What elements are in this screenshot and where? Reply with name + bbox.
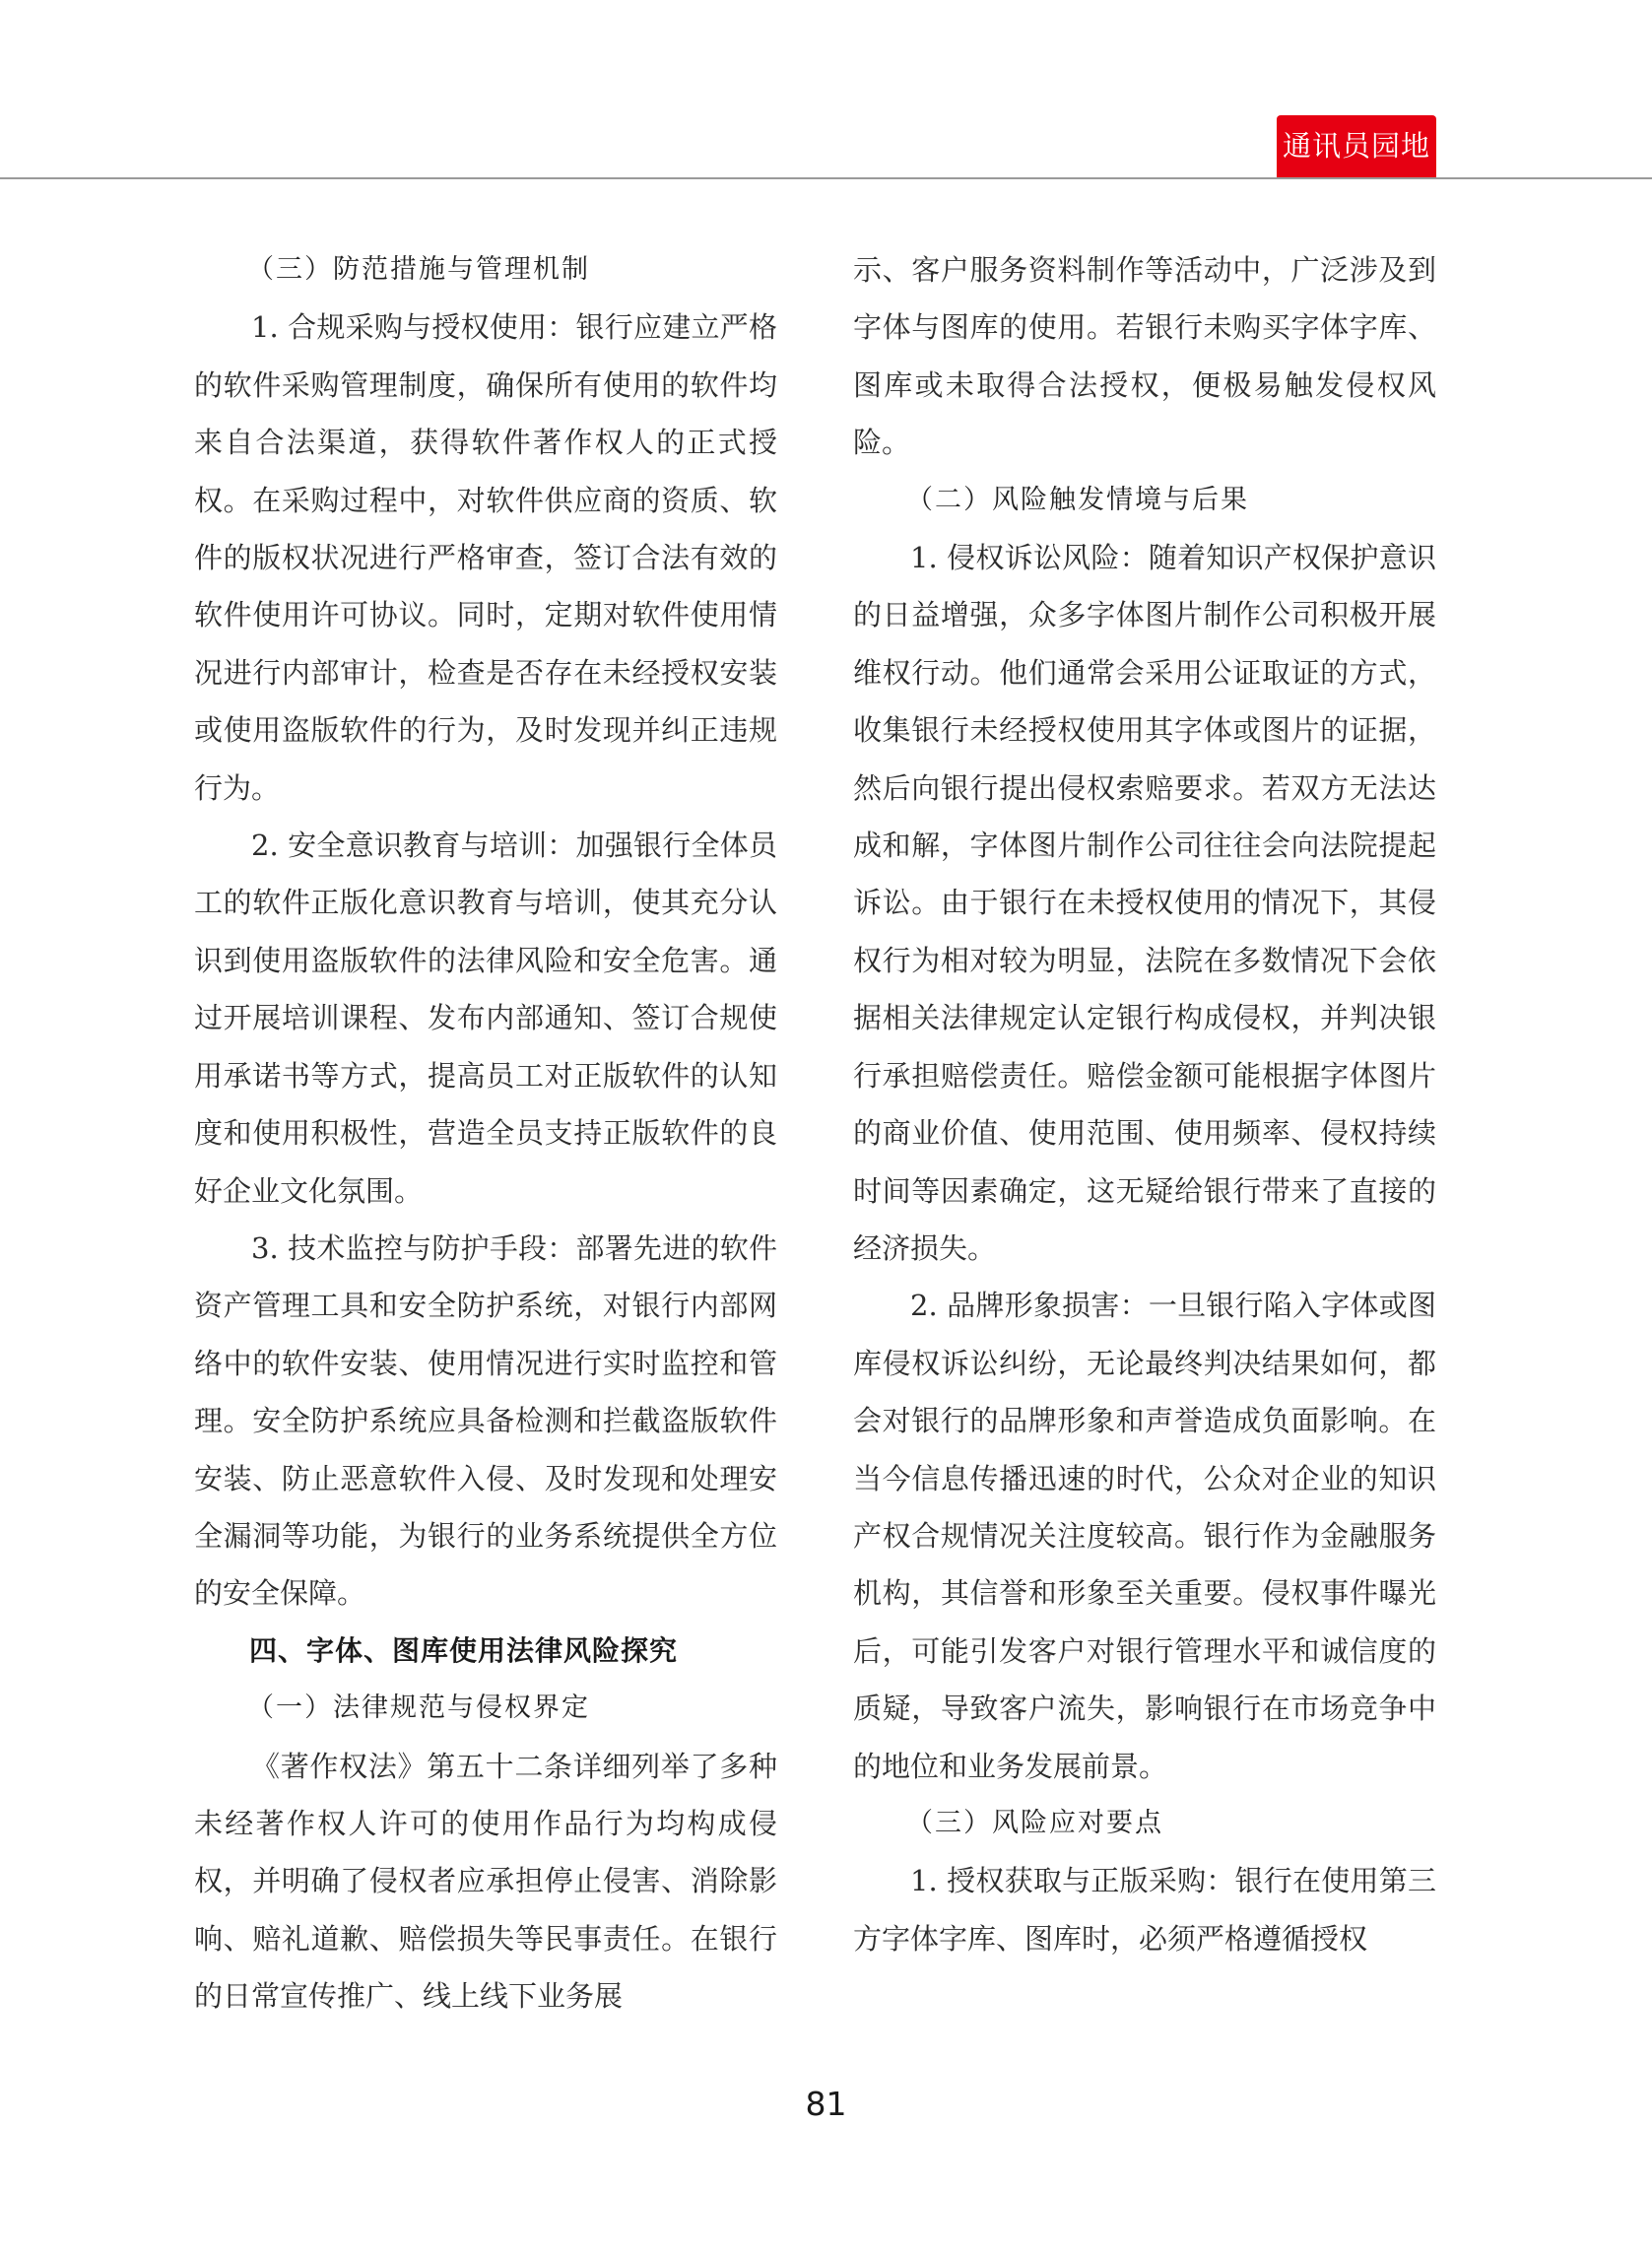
paragraph: 1. 授权获取与正版采购：银行在使用第三方字体字库、图库时，必须严格遵循授权 — [853, 1864, 1436, 1956]
right-text-column — [853, 241, 1436, 1967]
section-heading: 四、字体、图库使用法律风险探究 — [249, 1633, 679, 1667]
paragraph: 3. 技术监控与防护手段：部署先进的软件资产管理工具和安全防护系统，对银行内部网络中的软件安装、使用情况进行实时监控和管理。安全防护系统应具备检测和拦截盗版软件安装、防止恶意软件入侵、及时发现和处理安全漏洞等功能，为银行的业务系统提供全方位的安全保障。 — [194, 1230, 777, 1611]
subsection-heading: （二）风险触发情境与后果 — [906, 484, 1249, 515]
paragraph: 1. 合规采购与授权使用：银行应建立严格的软件采购管理制度，确保所有使用的软件均来自合法渠道，获得软件著作权人的正式授权。在采购过程中，对软件供应商的资质、软件的版权状况进行严格审查，签订合法有效的软件使用许可协议。同时，定期对软件使用情况进行内部审计，检查是否存在未经授权安装或使用盗版软件的行为，及时发现并纠正违规行为。 — [194, 310, 777, 805]
subsection-heading: （一）法律规范与侵权界定 — [247, 1693, 590, 1724]
paragraph-continued: 示、客户服务资料制作等活动中，广泛涉及到字体与图库的使用。若银行未购买字体字库、图库或未取得合法授权，便极易触发侵权风险。 — [853, 253, 1436, 460]
header-divider — [0, 177, 1652, 179]
subsection-heading: （三）防范措施与管理机制 — [247, 254, 590, 285]
section-tag: 通讯员园地 — [1277, 115, 1436, 177]
left-text-column — [194, 241, 777, 2025]
paragraph: 2. 安全意识教育与培训：加强银行全体员工的软件正版化意识教育与培训，使其充分认识到使用盗版软件的法律风险和安全危害。通过开展培训课程、发布内部通知、签订合规使用承诺书等方式，提高员工对正版软件的认知度和使用积极性，营造全员支持正版软件的良好企业文化氛围。 — [194, 829, 777, 1208]
subsection-heading: （三）风险应对要点 — [906, 1807, 1163, 1838]
paragraph: 2. 品牌形象损害：一旦银行陷入字体或图库侵权诉讼纠纷，无论最终判决结果如何，都会对银行的品牌形象和声誉造成负面影响。在当今信息传播迅速的时代，公众对企业的知识产权合规情况关注度较高。银行作为金融服务机构，其信誉和形象至关重要。侵权事件曝光后，可能引发客户对银行管理水平和诚信度的质疑，导致客户流失，影响银行在市场竞争中的地位和业务发展前景。 — [853, 1289, 1436, 1783]
paragraph: 1. 侵权诉讼风险：随着知识产权保护意识的日益增强，众多字体图片制作公司积极开展维权行动。他们通常会采用公证取证的方式，收集银行未经授权使用其字体或图片的证据，然后向银行提出侵权索赔要求。若双方无法达成和解，字体图片制作公司往往会向法院提起诉讼。由于银行在未授权使用的情况下，其侵权行为相对较为明显，法院在多数情况下会依据相关法律规定认定银行构成侵权，并判决银行承担赔偿责任。赔偿金额可能根据字体图片的商业价值、使用范围、使用频率、侵权持续时间等因素确定，这无疑给银行带来了直接的经济损失。 — [853, 541, 1436, 1265]
page-number: 81 — [805, 2085, 847, 2123]
paragraph: 《著作权法》第五十二条详细列举了多种未经著作权人许可的使用作品行为均构成侵权，并明确了侵权者应承担停止侵害、消除影响、赔礼道歉、赔偿损失等民事责任。在银行的日常宣传推广、线上线下业务展 — [194, 1749, 777, 2014]
